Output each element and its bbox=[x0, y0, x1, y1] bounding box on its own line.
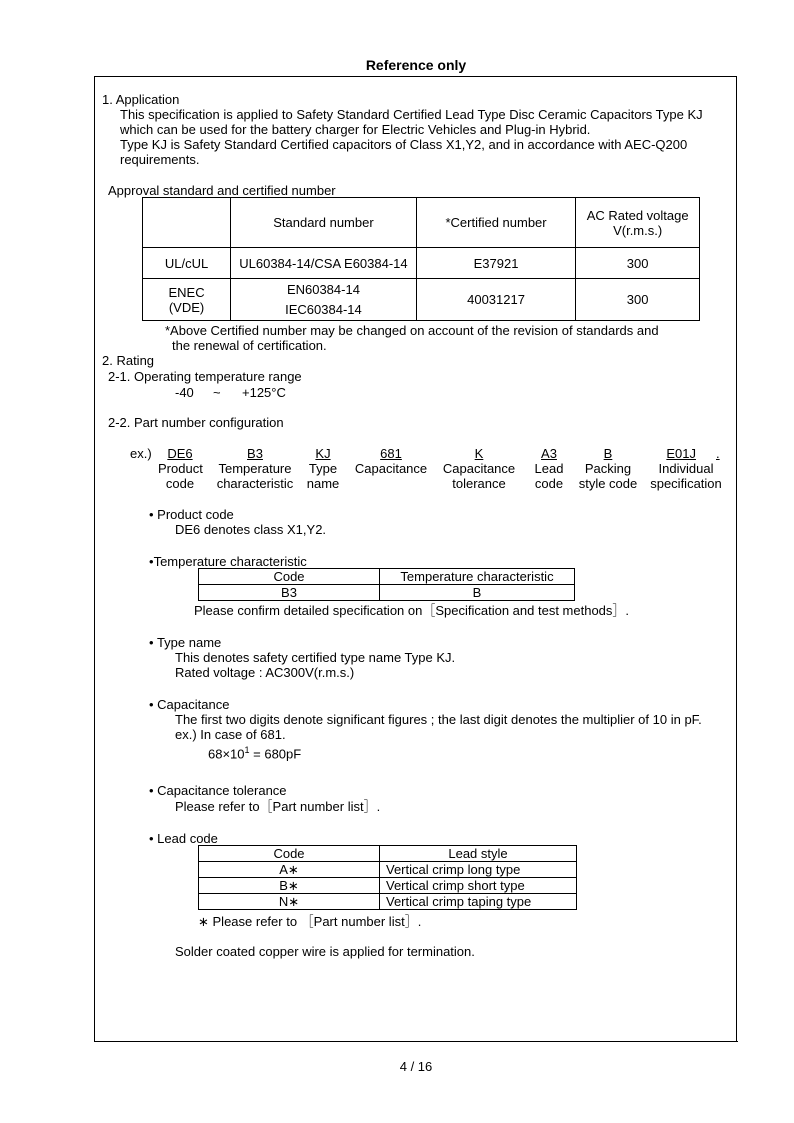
table-row bbox=[143, 279, 700, 321]
table-cell: UL60384-14/CSA E60384-14 bbox=[231, 248, 417, 279]
certification-note: the renewal of certification. bbox=[172, 338, 327, 353]
temp-separator: ~ bbox=[213, 385, 221, 400]
capacitance-item bbox=[149, 697, 229, 712]
table-cell: Vertical crimp long type bbox=[380, 862, 577, 878]
part-code bbox=[217, 446, 293, 461]
part-code-value: E01J bbox=[666, 446, 696, 461]
section-heading-application: 1. Application bbox=[102, 92, 180, 107]
part-label: Packing bbox=[584, 461, 632, 476]
cap-tol-text: Please refer to［Part number list］. bbox=[175, 799, 381, 814]
table-header: Code bbox=[199, 846, 380, 862]
table-cell: 300 bbox=[576, 279, 700, 321]
table-cell: Vertical crimp short type bbox=[380, 878, 577, 894]
approval-label: Approval standard and certified number bbox=[108, 183, 336, 198]
table-header: Standard number bbox=[231, 198, 417, 248]
table-row bbox=[199, 569, 575, 585]
table-cell: N∗ bbox=[199, 894, 380, 910]
table-row bbox=[199, 894, 577, 910]
part-label: Temperature bbox=[218, 461, 292, 476]
part-code bbox=[354, 446, 428, 461]
table-cell bbox=[143, 279, 231, 321]
part-label: Individual bbox=[658, 461, 714, 476]
table-header bbox=[576, 198, 700, 248]
table-header: Code bbox=[199, 569, 380, 585]
section-heading-rating: 2. Rating bbox=[102, 353, 155, 368]
page-title: Reference only bbox=[365, 57, 467, 73]
table-cell bbox=[143, 198, 231, 248]
part-code-value: B bbox=[603, 446, 613, 461]
cell-line: (VDE) bbox=[168, 299, 205, 315]
formula-result: = 680pF bbox=[249, 746, 302, 762]
application-line: Type KJ is Safety Standard Certified capacitors of Class X1,Y2, and in accordance with AEC-Q200 bbox=[120, 137, 688, 152]
part-code-value: B3 bbox=[247, 446, 263, 461]
table-cell bbox=[231, 279, 417, 321]
lead-code-table bbox=[198, 845, 577, 910]
header-line: V(r.m.s.) bbox=[613, 222, 663, 238]
bullet-icon: • bbox=[149, 635, 157, 650]
part-code bbox=[531, 446, 567, 461]
cap-tol-item bbox=[149, 783, 287, 798]
bullet-icon: • bbox=[149, 697, 158, 712]
part-code-value: DE6 bbox=[167, 446, 193, 461]
bullet-icon: • bbox=[149, 831, 158, 846]
part-code-value: A3 bbox=[541, 446, 557, 461]
type-name-item bbox=[149, 635, 221, 650]
temp-char-note: Please confirm detailed specification on［Specification and test methods］. bbox=[194, 603, 630, 618]
certification-note: *Above Certified number may be changed on account of the revision of standards and bbox=[165, 323, 659, 338]
part-label: characteristic bbox=[216, 476, 294, 491]
formula-exponent: 1 bbox=[244, 745, 250, 755]
table-row bbox=[143, 248, 700, 279]
subsection-temperature-range: 2-1. Operating temperature range bbox=[108, 369, 302, 384]
part-label: Type bbox=[308, 461, 338, 476]
product-code-title: Product code bbox=[157, 507, 234, 522]
part-label: style code bbox=[578, 476, 638, 491]
capacitance-formula bbox=[208, 743, 301, 761]
lead-code-note: ∗ Please refer to ［Part number list］. bbox=[198, 914, 422, 929]
part-code bbox=[158, 446, 202, 461]
temp-char-item bbox=[149, 554, 307, 569]
product-code-text: DE6 denotes class X1,Y2. bbox=[175, 522, 327, 537]
capacitance-example: ex.) In case of 681. bbox=[175, 727, 286, 742]
table-row bbox=[199, 846, 577, 862]
table-cell: Vertical crimp taping type bbox=[380, 894, 577, 910]
part-label: specification bbox=[650, 476, 722, 491]
application-line: which can be used for the battery charger for Electric Vehicles and Plug-in Hybrid. bbox=[120, 122, 591, 137]
cell-line: ENEC bbox=[168, 284, 205, 300]
table-row bbox=[143, 198, 700, 248]
part-label: name bbox=[306, 476, 340, 491]
application-line: This specification is applied to Safety Standard Certified Lead Type Disc Ceramic Capacitors Type KJ bbox=[120, 107, 703, 122]
bullet-icon: • bbox=[149, 554, 154, 569]
temp-min: -40 bbox=[175, 385, 194, 400]
part-code-value: K bbox=[474, 446, 484, 461]
table-cell: A∗ bbox=[199, 862, 380, 878]
capacitance-text: The first two digits denote significant figures ; the last digit denotes the multiplier of 10 in pF. bbox=[175, 712, 702, 727]
cell-line: IEC60384-14 bbox=[285, 302, 362, 317]
temp-char-title: Temperature characteristic bbox=[153, 554, 307, 569]
part-label: code bbox=[534, 476, 564, 491]
part-label: code bbox=[165, 476, 195, 491]
part-code bbox=[649, 446, 723, 461]
table-cell: E37921 bbox=[416, 248, 575, 279]
frame-divider bbox=[94, 1041, 738, 1042]
part-code bbox=[303, 446, 343, 461]
bullet-icon: • bbox=[149, 507, 158, 522]
table-cell: UL/cUL bbox=[143, 248, 231, 279]
lead-code-item bbox=[149, 831, 218, 846]
table-cell: B∗ bbox=[199, 878, 380, 894]
part-code bbox=[442, 446, 516, 461]
part-code-value: 681 bbox=[380, 446, 402, 461]
solder-note: Solder coated copper wire is applied for termination. bbox=[175, 944, 475, 959]
part-label: Capacitance bbox=[442, 461, 516, 476]
formula-base: 68×10 bbox=[208, 746, 245, 762]
header-line: AC Rated voltage bbox=[586, 207, 689, 223]
part-code-value: KJ bbox=[315, 446, 331, 461]
capacitance-title: Capacitance bbox=[157, 697, 230, 712]
part-code-end: . bbox=[716, 446, 720, 461]
table-header: Temperature characteristic bbox=[380, 569, 575, 585]
application-line: requirements. bbox=[120, 152, 200, 167]
lead-code-title: Lead code bbox=[157, 831, 218, 846]
certification-table bbox=[142, 197, 700, 321]
cap-tol-title: Capacitance tolerance bbox=[157, 783, 287, 798]
page-number: 4 / 16 bbox=[399, 1059, 433, 1074]
rated-voltage-text: Rated voltage : AC300V(r.m.s.) bbox=[175, 665, 355, 680]
bullet-icon: • bbox=[149, 783, 158, 798]
table-row bbox=[199, 862, 577, 878]
cell-line: EN60384-14 bbox=[286, 282, 360, 297]
part-label: Product bbox=[158, 461, 203, 476]
temp-max: +125°C bbox=[242, 385, 286, 400]
type-name-title: Type name bbox=[156, 635, 222, 650]
type-name-text: This denotes safety certified type name Type KJ. bbox=[175, 650, 456, 665]
part-code bbox=[580, 446, 636, 461]
table-row bbox=[199, 878, 577, 894]
table-row bbox=[199, 585, 575, 601]
table-cell: 300 bbox=[576, 248, 700, 279]
part-label: Lead bbox=[534, 461, 564, 476]
table-header: Lead style bbox=[380, 846, 577, 862]
part-label: Capacitance bbox=[354, 461, 428, 476]
table-cell: 40031217 bbox=[416, 279, 575, 321]
table-header: *Certified number bbox=[416, 198, 575, 248]
table-cell: B bbox=[380, 585, 575, 601]
subsection-part-number: 2-2. Part number configuration bbox=[108, 415, 284, 430]
product-code-item bbox=[149, 507, 234, 522]
part-label: tolerance bbox=[452, 476, 506, 491]
table-cell: B3 bbox=[199, 585, 380, 601]
example-label: ex.) bbox=[130, 446, 152, 461]
temp-char-table bbox=[198, 568, 575, 601]
